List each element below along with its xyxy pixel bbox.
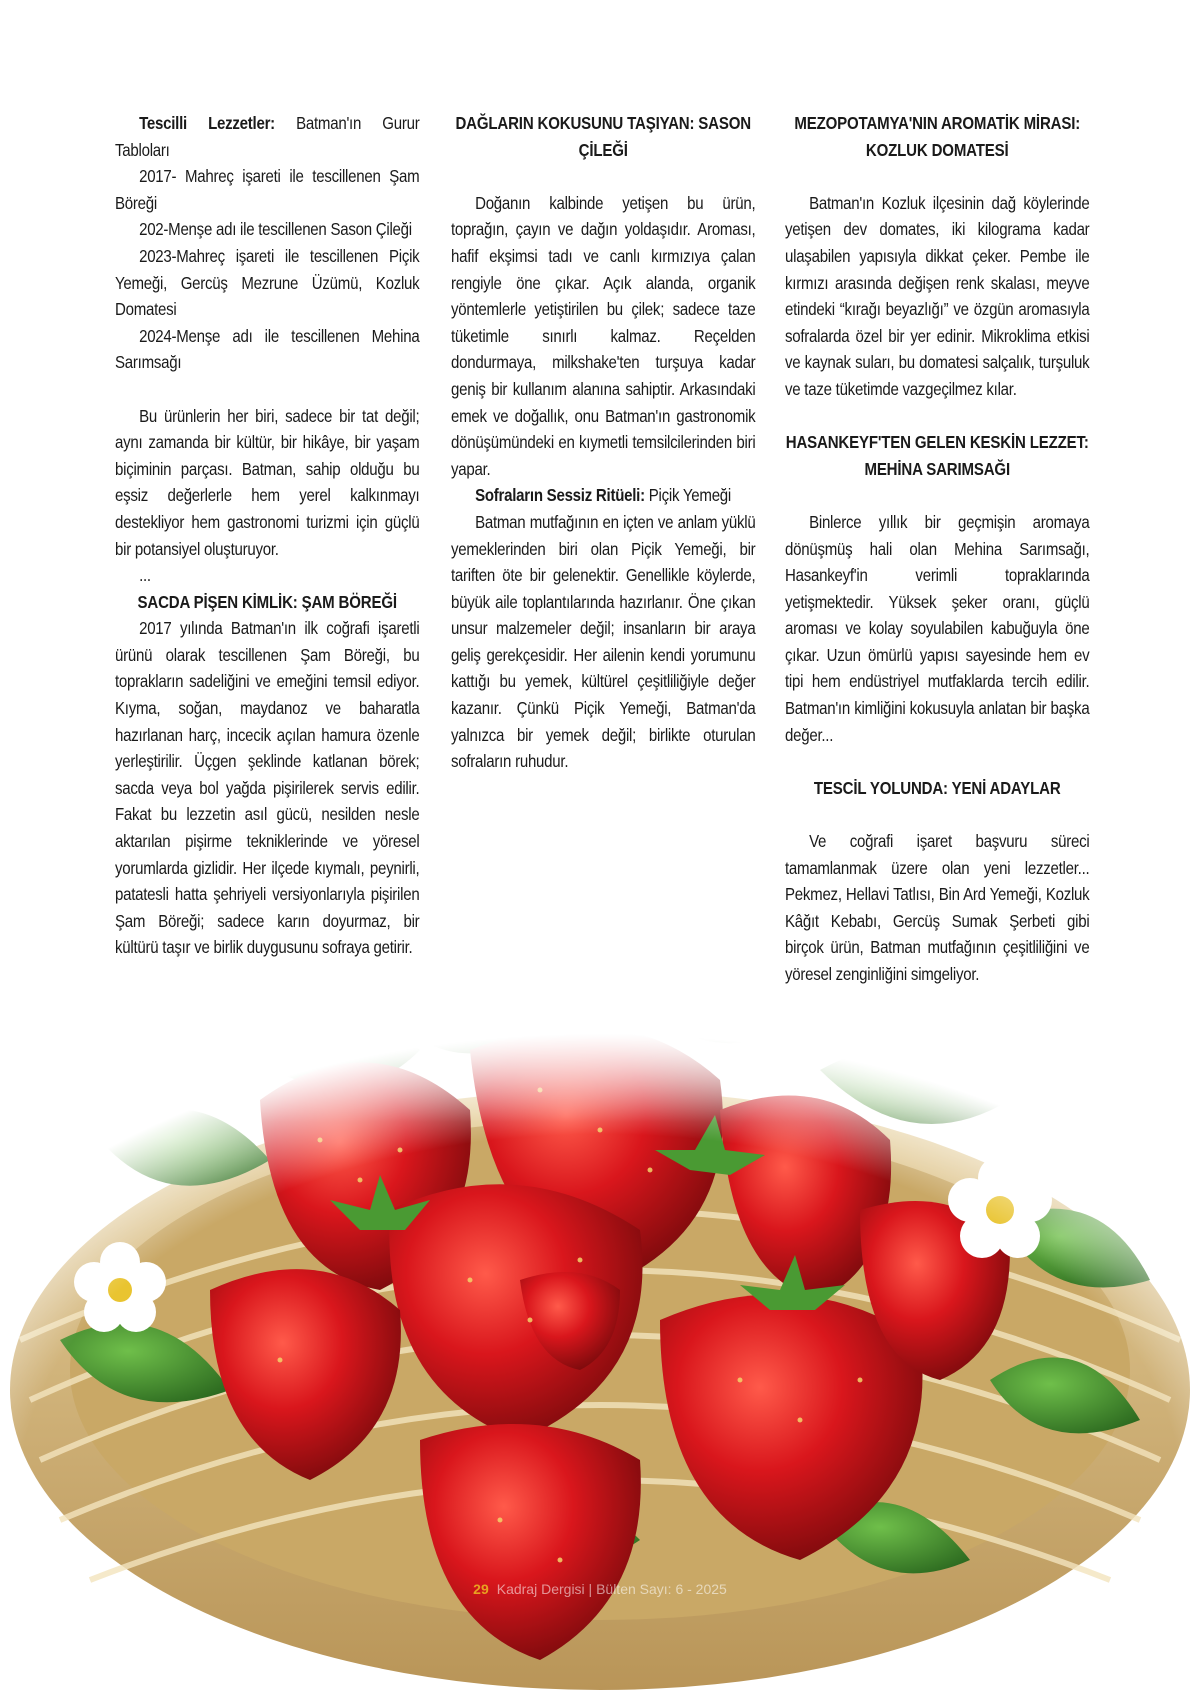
column-middle xyxy=(451,110,755,775)
page-number: 29 xyxy=(473,1581,489,1597)
heading-mehina-sarimsagi: HASANKEYF'TEN GELEN KESKİN LEZZET: MEHİNA SARIMSAĞI xyxy=(785,432,1089,479)
heading-sason-cilegi: DAĞLARIN KOKUSUNU TAŞIYAN: SASON ÇİLEĞİ xyxy=(455,113,751,160)
picik-paragraph: Batman mutfağının en içten ve anlam yüklü yemeklerinden biri olan Piçik Yemeği, bir tariften öte bir gelenektir. Genellikle köylerde, büyük aile toplantılarında hazırlanır. Öne çıkan unsur malzemeler değil; insanların bir araya geliş gerekçesidir. Her ailenin kendi yorumunu kattığı bu yemek, kültürel çeşitliliğiyle değer kazanır. Çünkü Piçik Yemeği, Batman'da yalnızca bir yemek değil; birlikte oturulan sofraların ruhudur. xyxy=(451,511,756,772)
picik-subheading xyxy=(451,482,755,509)
intro-bold: Tescilli Lezzetler: xyxy=(139,113,275,133)
picik-rest: Piçik Yemeği xyxy=(644,485,732,506)
registration-2017: 2017- Mahreç işareti ile tescillenen Şam Böreği xyxy=(115,166,420,213)
column-right xyxy=(785,110,1089,988)
registration-202: 202-Menşe adı ile tescillenen Sason Çileği xyxy=(139,219,412,240)
sason-paragraph: Doğanın kalbinde yetişen bu ürün, toprağın, çayın ve dağın yoldaşıdır. Aroması, hafif ekşimsi tadı ve canlı kırmızıya çalan rengiyle öne çıkar. Açık alanda, organik yöntemlerle yetiştirilen bu çilek; sadece taze tüketimle sınırlı kalmaz. Reçelden dondurmaya, milkshake'ten turşuya kadar geniş bir kullanım alanına sahiptir. Arkasındaki emek ve doğallık, onu Batman'ın gastronomik dönüşümündeki en kıymetli temsilcilerinden biri yapar. xyxy=(451,192,756,479)
heading-sam-boregi: SACDA PİŞEN KİMLİK: ŞAM BÖREĞİ xyxy=(137,591,397,612)
mehina-paragraph: Binlerce yıllık bir geçmişin aromaya dönüşmüş hali olan Mehina Sarımsağı, Hasankeyf'in verimli topraklarında yetişmektedir. Yüksek şeker oranı, güçlü aroması ve kolay soyulabilen kabuğuyla öne çıkar. Uzun ömürlü yapısı sayesinde hem ev tipi hem endüstriyel mutfaklarda tercih edilir. Batman'ın kimliğini kokusuyla anlatan bir başka değer... xyxy=(785,511,1090,745)
culture-paragraph: Bu ürünlerin her biri, sadece bir tat değil; aynı zamanda bir kültür, bir hikâye, bir yaşam biçiminin parçası. Batman, sahip olduğu bu eşsiz değerlerle hem yerel kalkınmayı destekliyor hem gastronomi turizmi için güçlü bir potansiyel oluşturuyor. xyxy=(115,405,420,559)
picik-bold: Sofraların Sessiz Ritüeli: xyxy=(475,485,645,506)
ellipsis: ... xyxy=(139,565,151,586)
registration-2023: 2023-Mahreç işareti ile tescillenen Piçik Yemeği, Gercüş Mezrune Üzümü, Kozluk Domatesi xyxy=(115,245,420,320)
sam-boregi-paragraph: 2017 yılında Batman'ın ilk coğrafi işaretli ürünü olarak tescillenen Şam Böreği, bu toprakların sadeliğini ve emeğini temsil ediyor. Kıyma, soğan, maydanoz ve baharatla hazırlanan harç, incecik açılan hamura özenle yerleştirilir. Üçgen şeklinde katlanan börek; sacda veya bol yağda pişirilerek servis edilir. Fakat bu lezzetin asıl gücü, nesilden nesle aktarılan pişirme tekniklerinde ve yöresel yorumlarda gizlidir. Her ilçede kıymalı, peynirli, patatesli hatta şehriyeli versiyonlarıyla pişirilen Şam Böreği; sadece karın doyurmaz, bir kültürü taşır ve birlik duygusunu sofraya getirir. xyxy=(115,618,420,958)
heading-kozluk-domatesi: MEZOPOTAMYA'NIN AROMATİK MİRASI: KOZLUK DOMATESİ xyxy=(794,113,1081,160)
page-footer xyxy=(0,1581,1200,1597)
kozluk-paragraph: Batman'ın Kozluk ilçesinin dağ köylerinde yetişen dev domates, iki kilograma kadar ulaşabilen yapısıyla dikkat çeker. Pembe ile kırmızı arasında değişen renk skalası, meyve etindeki “kırağı beyazlığı” ve özgün aromasıyla sofralarda özel bir yer edinir. Mikroklima etkisi ve kaynak suları, bu domatesi salçalık, turşuluk ve taze tüketimde vazgeçilmez kılar. xyxy=(785,192,1090,399)
intro-rest: Batman'ın Gurur Tabloları xyxy=(115,113,420,160)
adaylar-paragraph: Ve coğrafi işaret başvuru süreci tamamlanmak üzere olan yeni lezzetler... Pekmez, Hellavi Tatlısı, Bin Ard Yemeği, Kozluk Kâğıt Kebabı, Gercüş Sumak Şerbeti gibi birçok ürün, Batman mutfağının çeşitliliğini ve yöresel zenginliğini simgeliyor. xyxy=(785,831,1090,984)
heading-yeni-adaylar: TESCİL YOLUNDA: YENİ ADAYLAR xyxy=(813,777,1061,798)
footer-text: Kadraj Dergisi | Bülten Sayı: 6 - 2025 xyxy=(496,1581,727,1597)
intro-heading xyxy=(115,110,419,163)
column-left xyxy=(115,110,419,961)
registration-2024: 2024-Menşe adı ile tescillenen Mehina Sarımsağı xyxy=(115,325,420,373)
